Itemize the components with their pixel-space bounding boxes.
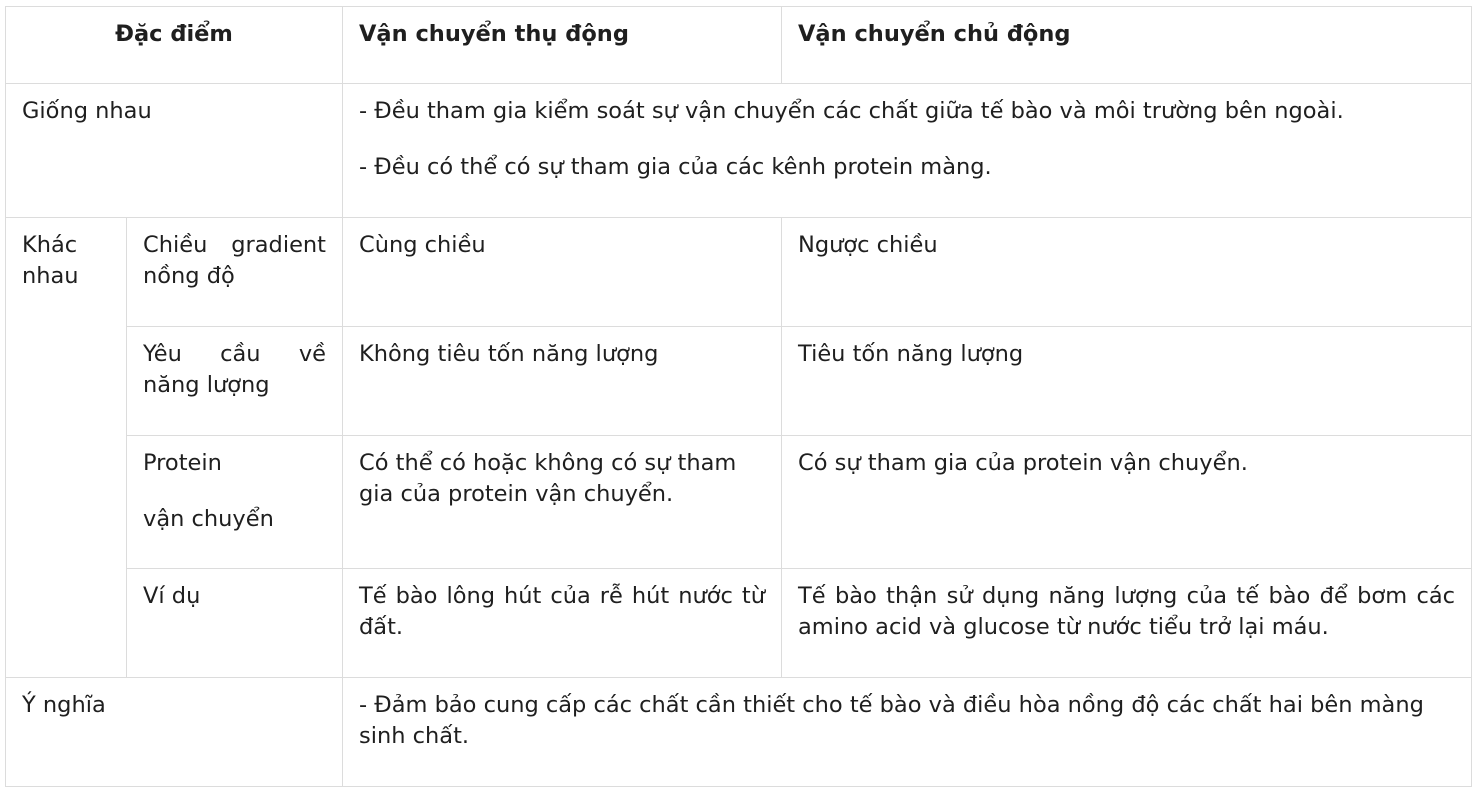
criterion-protein-line: vận chuyển bbox=[143, 506, 274, 532]
similarities-row bbox=[6, 84, 1472, 218]
criterion-protein bbox=[127, 436, 343, 569]
active-energy: Tiêu tốn năng lượng bbox=[782, 327, 1472, 436]
passive-energy: Không tiêu tốn năng lượng bbox=[343, 327, 782, 436]
similarities-content bbox=[343, 84, 1472, 218]
passive-protein: Có thể có hoặc không có sự tham gia của protein vận chuyển. bbox=[343, 436, 782, 569]
criterion-example: Ví dụ bbox=[127, 569, 343, 678]
header-active-transport: Vận chuyển chủ động bbox=[782, 7, 1472, 84]
header-feature: Đặc điểm bbox=[6, 7, 343, 84]
difference-row-example bbox=[6, 569, 1472, 678]
difference-row-energy bbox=[6, 327, 1472, 436]
active-gradient: Ngược chiều bbox=[782, 218, 1472, 327]
active-protein: Có sự tham gia của protein vận chuyển. bbox=[782, 436, 1472, 569]
active-example: Tế bào thận sử dụng năng lượng của tế bào để bơm các amino acid và glucose từ nước tiểu trở lại máu. bbox=[782, 569, 1472, 678]
meaning-row bbox=[6, 678, 1472, 787]
passive-gradient: Cùng chiều bbox=[343, 218, 782, 327]
criterion-gradient: Chiều gradient nồng độ bbox=[127, 218, 343, 327]
meaning-label: Ý nghĩa bbox=[6, 678, 343, 787]
passive-example: Tế bào lông hút của rễ hút nước từ đất. bbox=[343, 569, 782, 678]
comparison-table-container bbox=[5, 6, 1472, 787]
difference-row-protein bbox=[6, 436, 1472, 569]
similarities-label: Giống nhau bbox=[6, 84, 343, 218]
similarity-item: - Đều tham gia kiểm soát sự vận chuyển các chất giữa tế bào và môi trường bên ngoài. bbox=[359, 98, 1344, 124]
difference-row-gradient bbox=[6, 218, 1472, 327]
comparison-table bbox=[5, 6, 1472, 787]
similarity-item: - Đều có thể có sự tham gia của các kênh protein màng. bbox=[359, 154, 992, 180]
criterion-energy: Yêu cầu về năng lượng bbox=[127, 327, 343, 436]
differences-label: Khác nhau bbox=[6, 218, 127, 678]
header-passive-transport: Vận chuyển thụ động bbox=[343, 7, 782, 84]
meaning-content: - Đảm bảo cung cấp các chất cần thiết cho tế bào và điều hòa nồng độ các chất hai bên màng sinh chất. bbox=[343, 678, 1472, 787]
header-row bbox=[6, 7, 1472, 84]
criterion-protein-line: Protein bbox=[143, 450, 222, 476]
